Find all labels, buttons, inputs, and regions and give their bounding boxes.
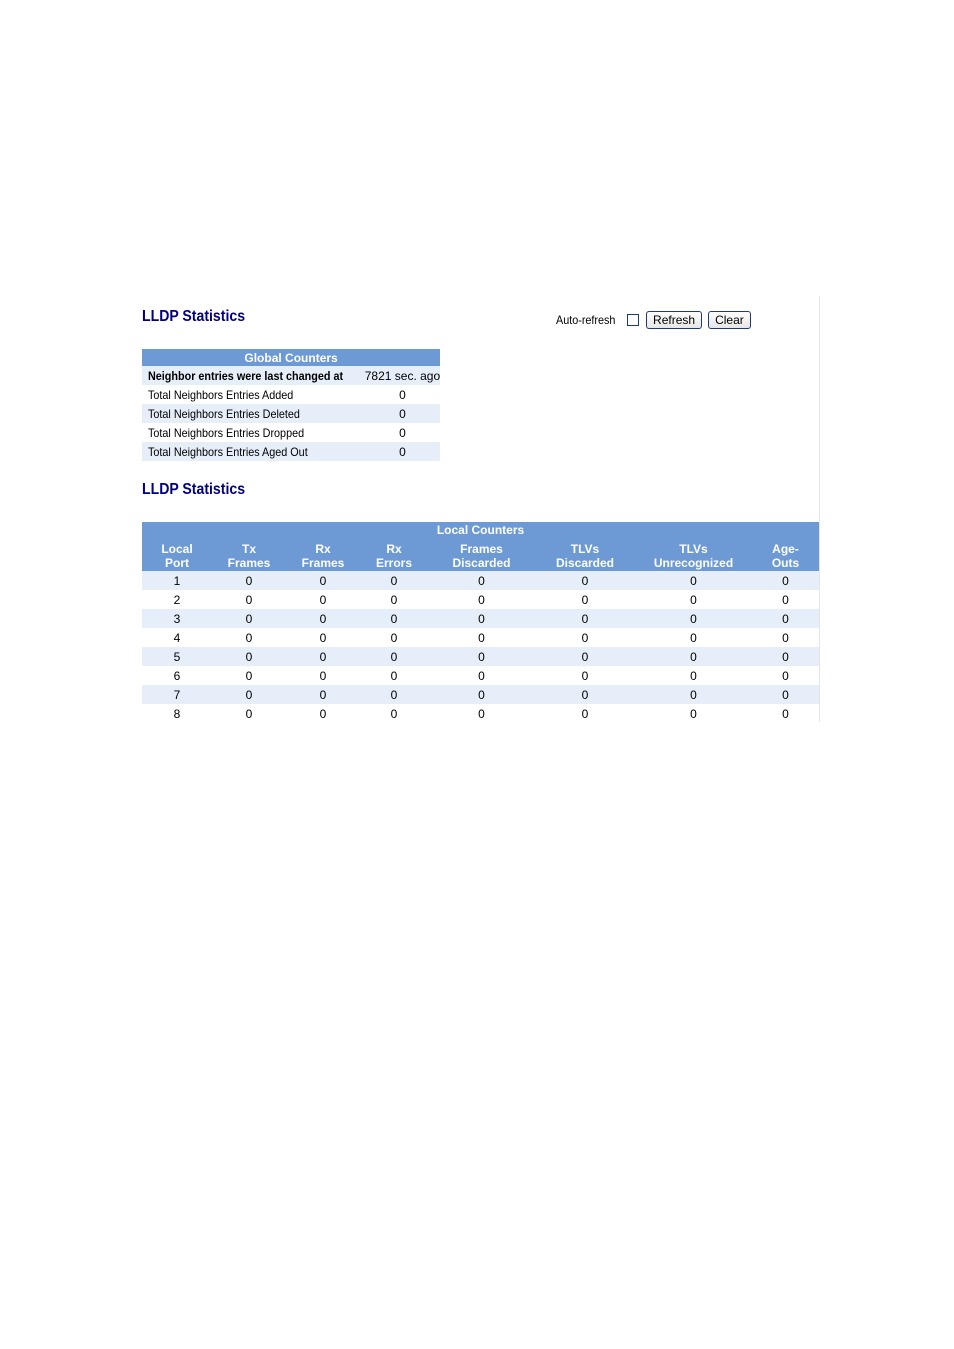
table-row (142, 666, 819, 685)
table-row (142, 385, 440, 404)
counter-value: 0 (399, 425, 406, 440)
table-cell: 0 (478, 630, 485, 645)
column-header: Frames Discarded (428, 538, 535, 571)
table-cell: 0 (782, 630, 789, 645)
table-cell: 0 (212, 647, 286, 666)
table-row (142, 628, 819, 647)
table-row (142, 647, 819, 666)
table-cell: 0 (690, 630, 697, 645)
table-cell: 0 (752, 571, 819, 590)
table-cell: 0 (581, 668, 589, 683)
local-counters-table (142, 522, 819, 723)
global-counters-header: Global Counters (142, 349, 440, 366)
table-cell: 0 (428, 609, 535, 628)
table-cell: 0 (635, 647, 752, 666)
table-cell: 8 (173, 706, 181, 721)
auto-refresh-label: Auto-refresh (556, 313, 616, 327)
table-cell: 0 (212, 685, 286, 704)
table-cell: 0 (478, 668, 485, 683)
counter-value: 0 (399, 387, 406, 402)
table-cell: 0 (390, 592, 398, 607)
counter-label: Neighbor entries were last changed at (142, 366, 365, 385)
table-cell: 0 (535, 685, 635, 704)
table-cell: 0 (245, 668, 253, 683)
column-header: TLVs Unrecognized (635, 538, 752, 571)
table-row (142, 704, 819, 723)
clear-button[interactable]: Clear (708, 311, 751, 329)
table-cell: 0 (319, 706, 327, 721)
table-row (142, 685, 819, 704)
table-cell: 2 (173, 592, 181, 607)
table-cell: 0 (428, 685, 535, 704)
table-cell: 5 (142, 647, 212, 666)
table-cell: 3 (142, 609, 212, 628)
table-cell: 0 (212, 609, 286, 628)
table-cell: 0 (535, 571, 635, 590)
table-cell: 0 (535, 609, 635, 628)
page-title: LLDP Statistics (142, 308, 246, 325)
table-cell: 0 (390, 630, 398, 645)
table-cell: 0 (752, 609, 819, 628)
counter-label: Total Neighbors Entries Dropped (148, 425, 305, 440)
table-cell: 0 (690, 668, 697, 683)
section-title: LLDP Statistics (142, 481, 246, 498)
table-cell: 0 (360, 685, 428, 704)
counter-value: 0 (365, 404, 440, 423)
auto-refresh-checkbox[interactable] (627, 314, 639, 326)
table-cell: 0 (360, 609, 428, 628)
table-cell: 0 (319, 592, 327, 607)
refresh-controls (556, 310, 757, 330)
counter-value: 0 (365, 442, 440, 461)
table-row (142, 404, 440, 423)
table-cell: 0 (635, 609, 752, 628)
table-cell: 0 (360, 571, 428, 590)
table-cell: 0 (635, 685, 752, 704)
table-cell: 0 (286, 685, 360, 704)
table-cell: 0 (319, 630, 327, 645)
table-cell: 0 (428, 571, 535, 590)
counter-label: Total Neighbors Entries Aged Out (142, 442, 365, 461)
refresh-button[interactable]: Refresh (646, 311, 702, 329)
table-cell: 0 (690, 706, 697, 721)
table-row (142, 366, 440, 385)
table-cell: 0 (782, 706, 789, 721)
table-cell: 0 (752, 685, 819, 704)
table-row (142, 442, 440, 461)
table-cell: 0 (782, 592, 789, 607)
table-row (142, 423, 440, 442)
table-cell: 0 (478, 592, 485, 607)
table-cell: 0 (245, 630, 253, 645)
table-cell: 0 (635, 571, 752, 590)
table-cell: 0 (360, 647, 428, 666)
table-cell: 0 (478, 706, 485, 721)
counter-label: Total Neighbors Entries Deleted (142, 404, 365, 423)
table-cell: 0 (782, 668, 789, 683)
column-header: Tx Frames (212, 538, 286, 571)
table-cell: 0 (286, 647, 360, 666)
counter-label: Total Neighbors Entries Added (148, 387, 294, 402)
table-cell: 0 (428, 647, 535, 666)
table-row (142, 571, 819, 590)
column-header: Rx Errors (360, 538, 428, 571)
table-cell: 1 (142, 571, 212, 590)
table-cell: 0 (535, 647, 635, 666)
table-cell: 0 (581, 630, 589, 645)
table-cell: 0 (690, 592, 697, 607)
table-cell: 0 (581, 592, 589, 607)
table-cell: 0 (245, 592, 253, 607)
table-cell: 6 (173, 668, 181, 683)
global-counters-table (142, 349, 440, 461)
table-cell: 0 (286, 609, 360, 628)
table-cell: 0 (390, 668, 398, 683)
counter-value: 7821 sec. ago (365, 366, 440, 385)
table-cell: 0 (752, 647, 819, 666)
table-cell: 0 (319, 668, 327, 683)
table-cell: 0 (245, 706, 253, 721)
frame-border (819, 296, 820, 722)
table-cell: 0 (581, 706, 589, 721)
column-header: Local Port (142, 538, 212, 571)
table-cell: 0 (286, 571, 360, 590)
table-row (142, 609, 819, 628)
column-header: TLVs Discarded (535, 538, 635, 571)
local-counters-header: Local Counters (142, 522, 819, 538)
column-header: Age- Outs (752, 538, 819, 571)
table-cell: 7 (142, 685, 212, 704)
table-cell: 4 (173, 630, 181, 645)
column-header: Rx Frames (286, 538, 360, 571)
table-cell: 0 (390, 706, 398, 721)
table-cell: 0 (212, 571, 286, 590)
table-row (142, 590, 819, 609)
